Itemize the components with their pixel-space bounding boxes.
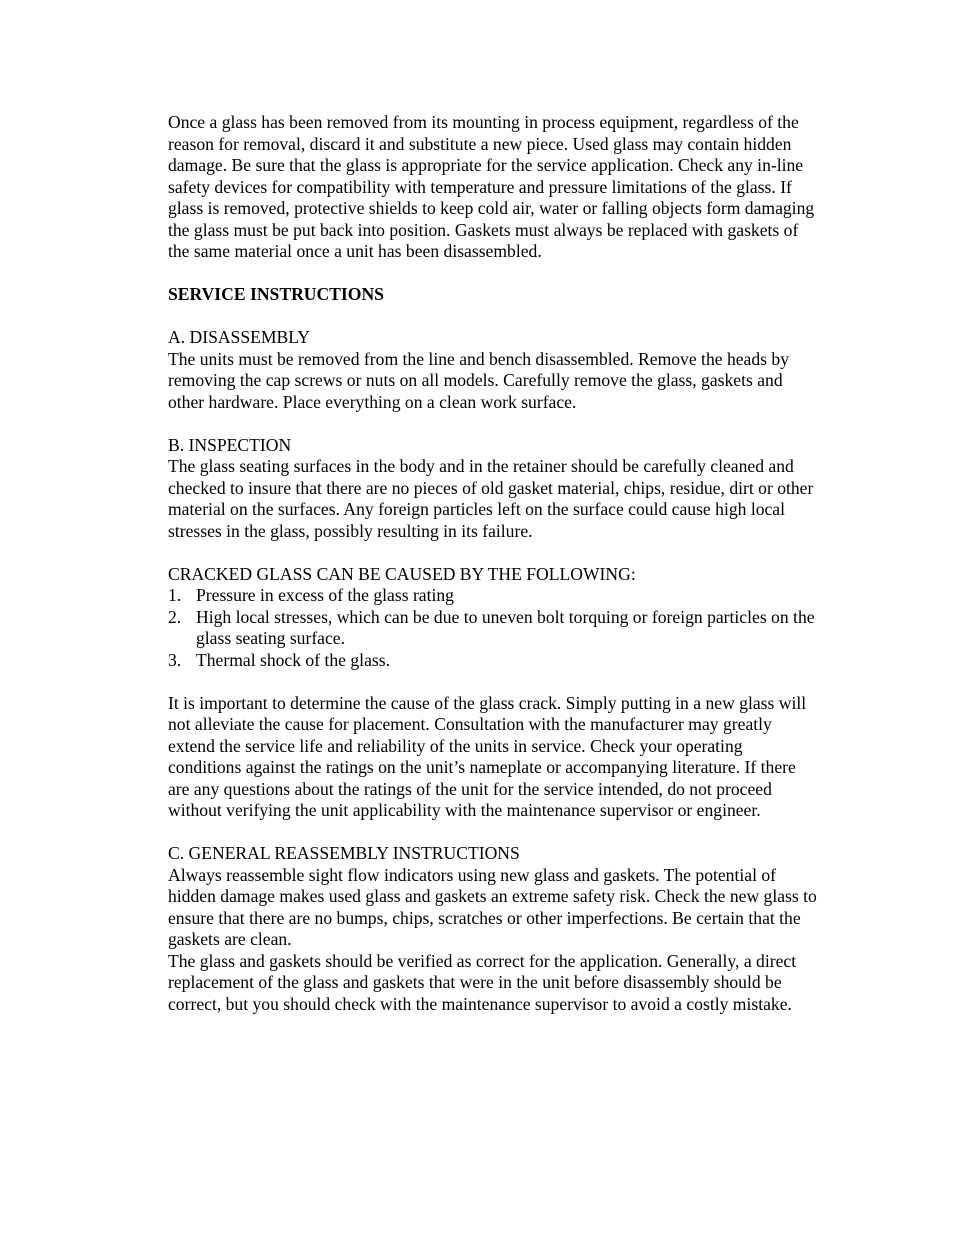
document-page (168, 112, 820, 1037)
reassembly-heading: C. GENERAL REASSEMBLY INSTRUCTIONS (168, 843, 520, 863)
crack-cause-paragraph: It is important to determine the cause of the glass crack. Simply putting in a new glass will not alleviate the cause for placement. Consultation with the manufacturer may greatly extend the service life and reliability of the units in service. Check your operating conditions against the ratings on the unit’s nameplate or accompanying literature. If there are any questions about the ratings of the unit for the service intended, do not proceed without verifying the unit applicability with the maintenance supervisor or engineer. (168, 692, 807, 820)
disassembly-paragraph: The units must be removed from the line and bench disassembled. Remove the heads by removing the cap screws or nuts on all models. Carefully remove the glass, gaskets and other hardware. Place everything on a clean work surface. (168, 348, 790, 412)
cracked-glass-causes-list (168, 585, 820, 671)
list-item-number: 2. (168, 606, 182, 627)
section-title: SERVICE INSTRUCTIONS (168, 284, 384, 304)
list-item-number: 3. (168, 649, 182, 670)
list-item (168, 607, 820, 650)
reassembly-paragraph-1: Always reassemble sight flow indicators using new glass and gaskets. The potential of hidden damage makes used glass and gaskets an extreme safety risk. Check the new glass to ensure that there are no bumps, chips, scratches or other imperfections. Be certain that the gaskets are clean. (168, 864, 817, 949)
list-item (168, 650, 820, 672)
list-item-text: Thermal shock of the glass. (196, 649, 390, 670)
list-item-text: High local stresses, which can be due to uneven bolt torquing or foreign particles on the glass seating surface. (196, 606, 815, 648)
list-item-number: 1. (168, 585, 182, 605)
intro-paragraph: Once a glass has been removed from its mounting in process equipment, regardless of the reason for removal, discard it and substitute a new piece. Used glass may contain hidden damage. Be sure that the glass is appropriate for the service application. Check any in-line safety devices for compatibility with temperature and pressure limitations of the glass. If glass is removed, protective shields to keep cold air, water or falling objects form damaging the glass must be put back into position. Gaskets must always be replaced with gaskets of the same material once a unit has been disassembled. (168, 112, 815, 261)
inspection-paragraph: The glass seating surfaces in the body and in the retainer should be carefully cleaned and checked to insure that there are no pieces of old gasket material, chips, residue, dirt or other material on the surfaces. Any foreign particles left on the surface could cause high local stresses in the glass, possibly resulting in its failure. (168, 456, 814, 541)
list-item-text: Pressure in excess of the glass rating (196, 585, 454, 605)
inspection-heading: B. INSPECTION (168, 434, 292, 455)
list-item (168, 585, 820, 607)
reassembly-paragraph-2: The glass and gaskets should be verified as correct for the application. Generally, a direct replacement of the glass and gaskets that were in the unit before disassembly should be correct, but you should check with the maintenance supervisor to avoid a costly mistake. (168, 950, 797, 1014)
cracked-glass-heading: CRACKED GLASS CAN BE CAUSED BY THE FOLLOWING: (168, 563, 636, 584)
disassembly-heading: A. DISASSEMBLY (168, 327, 310, 347)
